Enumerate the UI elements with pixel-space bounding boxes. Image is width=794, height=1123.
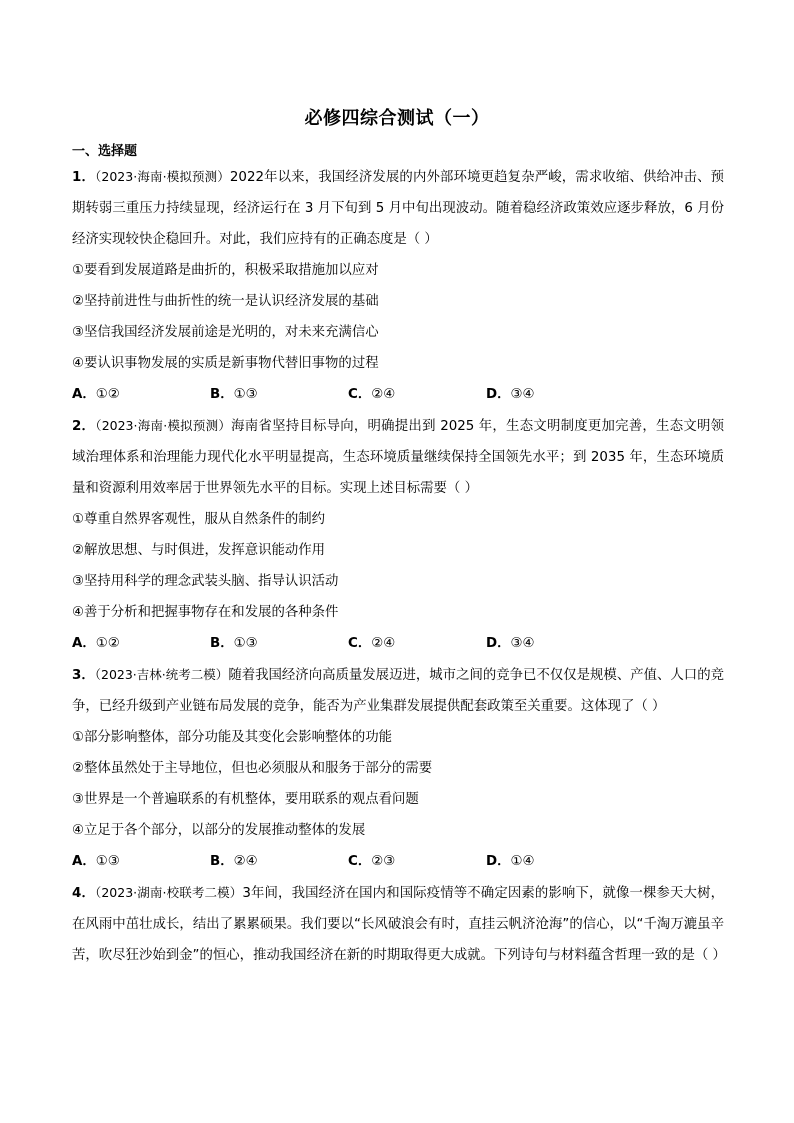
option-text: ②③ xyxy=(371,854,396,869)
statement: ①要看到发展道路是曲折的，积极采取措施加以应对 xyxy=(72,263,379,278)
option-a[interactable] xyxy=(72,379,210,410)
question-number: 4． xyxy=(72,886,95,901)
option-text: ③④ xyxy=(510,636,535,651)
option-b[interactable] xyxy=(210,628,348,659)
statement: ③坚持用科学的理念武装头脑、指导认识活动 xyxy=(72,574,339,589)
option-c[interactable] xyxy=(348,628,486,659)
statement: ④要认识事物发展的实质是新事物代替旧事物的过程 xyxy=(72,356,379,371)
option-text: ①④ xyxy=(510,854,535,869)
question-stem xyxy=(72,659,724,722)
statement: ②解放思想、与时俱进，发挥意识能动作用 xyxy=(72,543,326,558)
answer-options xyxy=(72,628,724,659)
question-number: 2． xyxy=(72,419,96,434)
option-c[interactable] xyxy=(348,379,486,410)
question-source: （2023·吉林·统考二模） xyxy=(94,667,229,682)
option-letter: A． xyxy=(72,854,96,869)
section-heading: 一、选择题 xyxy=(72,144,138,159)
statement: ③世界是一个普遍联系的有机整体，要用联系的观点看问题 xyxy=(72,792,419,807)
option-letter: B． xyxy=(210,636,234,651)
option-text: ③④ xyxy=(510,387,535,402)
question-text: 海南省坚持目标导向，明确提出到 2025 年，生态文明制度更加完善，生态文明领域治理体系和治理能力现代化水平明显提高，生态环境质量继续保持全国领先水平；到 2035 年，生态环境质量和资源利用效率居于世界领先水平的目标。实现上述目标需要（ ） xyxy=(72,419,724,496)
option-text: ②④ xyxy=(371,387,396,402)
question-source: （2023·湖南·校联考二模） xyxy=(94,885,243,900)
option-letter: C． xyxy=(348,636,372,651)
option-text: ②④ xyxy=(371,636,396,651)
option-a[interactable] xyxy=(72,846,210,877)
answer-options xyxy=(72,846,724,877)
statement: ②整体虽然处于主导地位，但也必须服从和服务于部分的需要 xyxy=(72,761,433,776)
statement: ④立足于各个部分，以部分的发展推动整体的发展 xyxy=(72,823,366,838)
question-text: 3年间，我国经济在国内和国际疫情等不确定因素的影响下，就像一棵参天大树，在风雨中茁壮成长，结出了累累硕果。我们要以“长风破浪会有时，直挂云帆济沧海”的信心，以“千淘万漉虽辛苦，吹尽狂沙始到金”的恒心，推动我国经济在新的时期取得更大成就。下列诗句与材料蕴含哲理一致的是（ ） xyxy=(72,886,726,963)
question-2 xyxy=(72,410,724,659)
page-title: 必修四综合测试（一） xyxy=(304,108,490,129)
option-d[interactable] xyxy=(486,846,624,877)
option-letter: B． xyxy=(210,387,234,402)
question-stem xyxy=(72,161,724,255)
statement: ①部分影响整体，部分功能及其变化会影响整体的功能 xyxy=(72,730,392,745)
option-letter: C． xyxy=(348,387,372,402)
option-text: ①③ xyxy=(95,854,120,869)
question-source: （2023·海南·模拟预测） xyxy=(95,418,232,433)
option-text: ①② xyxy=(95,636,120,651)
statement: ②坚持前进性与曲折性的统一是认识经济发展的基础 xyxy=(72,294,379,309)
question-4 xyxy=(72,877,724,971)
statement: ④善于分析和把握事物存在和发展的各种条件 xyxy=(72,605,339,620)
question-list xyxy=(72,161,724,971)
option-letter: D． xyxy=(486,636,511,651)
option-letter: D． xyxy=(486,387,511,402)
question-source: （2023·海南·模拟预测） xyxy=(95,169,230,184)
statement: ③坚信我国经济发展前途是光明的，对未来充满信心 xyxy=(72,325,379,340)
option-letter: B． xyxy=(210,854,234,869)
option-d[interactable] xyxy=(486,379,624,410)
question-text: 2022年以来，我国经济发展的内外部环境更趋复杂严峻，需求收缩、供给冲击、预期转弱三重压力持续显现，经济运行在 3 月下旬到 5 月中旬出现波动。随着稳经济政策效应逐步释放，6 月份经济实现较快企稳回升。对此，我们应持有的正确态度是（ ） xyxy=(72,170,724,247)
option-d[interactable] xyxy=(486,628,624,659)
question-text: 随着我国经济向高质量发展迈进，城市之间的竞争已不仅仅是规模、产值、人口的竞争，已经升级到产业链布局发展的竞争，能否为产业集群发展提供配套政策至关重要。这体现了（ ） xyxy=(72,668,724,714)
question-stem xyxy=(72,877,724,971)
option-letter: C． xyxy=(348,854,372,869)
option-text: ②④ xyxy=(233,854,258,869)
option-b[interactable] xyxy=(210,846,348,877)
answer-options xyxy=(72,379,724,410)
option-b[interactable] xyxy=(210,379,348,410)
option-letter: D． xyxy=(486,854,511,869)
statement: ①尊重自然界客观性，服从自然条件的制约 xyxy=(72,512,326,527)
question-3 xyxy=(72,659,724,877)
option-c[interactable] xyxy=(348,846,486,877)
question-number: 3． xyxy=(72,668,95,683)
question-number: 1． xyxy=(72,170,95,185)
option-letter: A． xyxy=(72,636,96,651)
question-stem xyxy=(72,410,724,504)
option-text: ①③ xyxy=(233,636,258,651)
option-a[interactable] xyxy=(72,628,210,659)
question-1 xyxy=(72,161,724,410)
option-letter: A． xyxy=(72,387,96,402)
option-text: ①② xyxy=(95,387,120,402)
option-text: ①③ xyxy=(233,387,258,402)
